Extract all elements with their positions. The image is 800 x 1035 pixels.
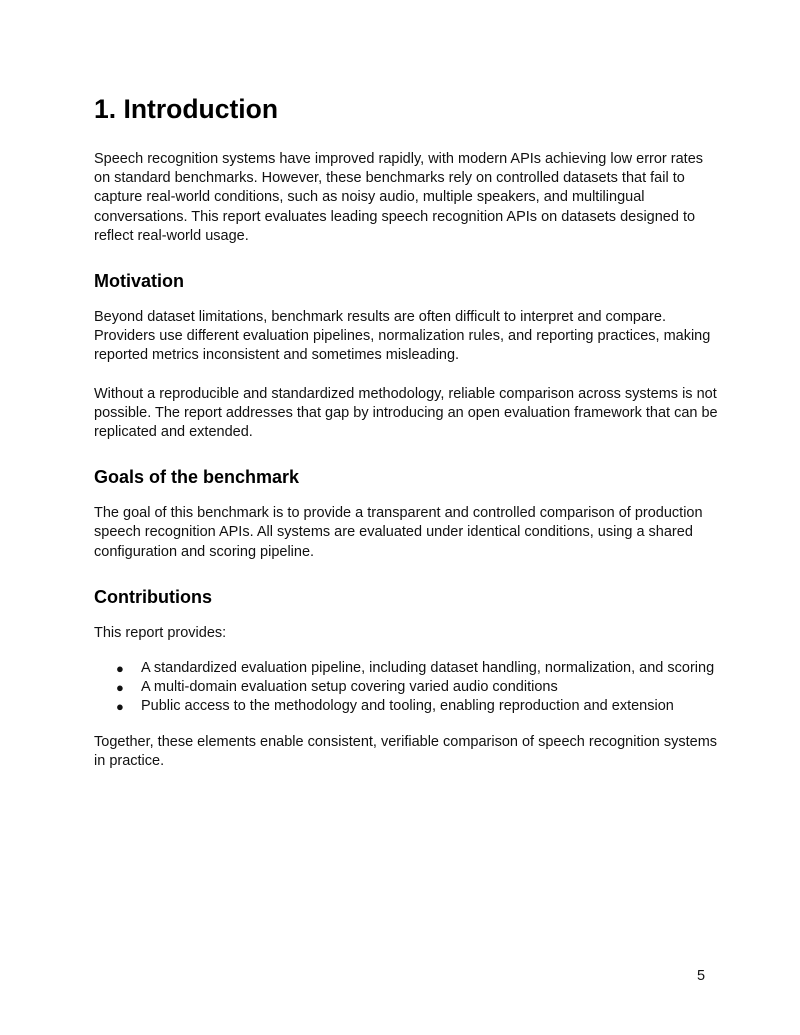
list-item-text: Public access to the methodology and tooling, enabling reproduction and extension [141,698,674,715]
goals-paragraph: The goal of this benchmark is to provide a transparent and controlled comparison of production speech recognition APIs. All systems are evaluated under identical conditions, using a shared configuration and scoring pipeline. [94,505,703,560]
list-item-text: A standardized evaluation pipeline, including dataset handling, normalization, and scoring [141,660,715,677]
motivation-paragraph-2: Without a reproducible and standardized methodology, reliable comparison across systems is not possible. The report addresses that gap by introducing an open evaluation framework that can be replicated and extended. [94,385,718,441]
list-item [116,659,719,678]
goals-heading: Goals of the benchmark [94,467,300,488]
section-heading: 1. Introduction [94,94,279,124]
list-item [116,678,719,697]
document-page [94,90,719,771]
page-number: 5 [697,968,706,984]
motivation-heading: Motivation [94,271,184,292]
bullet-icon: ● [116,699,124,715]
contributions-list [94,659,719,717]
bullet-icon: ● [116,661,124,677]
contributions-lead: This report provides: [94,624,227,641]
intro-paragraph: Speech recognition systems have improved rapidly, with modern APIs achieving low error rates on standard benchmarks. However, these benchmarks rely on controlled datasets that fail to capture real-world conditions, such as noisy audio, multiple speakers, and multilingual conversations. This report evaluates leading speech recognition APIs on datasets designed to reflect real-world usage. [94,151,704,244]
closing-paragraph: Together, these elements enable consistent, verifiable comparison of speech recognition systems in practice. [94,733,718,769]
list-item-text: A multi-domain evaluation setup covering varied audio conditions [141,679,558,696]
list-item [116,697,719,716]
contributions-heading: Contributions [94,586,212,607]
motivation-paragraph-1: Beyond dataset limitations, benchmark results are often difficult to interpret and compare. Providers use different evaluation pipelines, normalization rules, and reporting practices, making reported metrics inconsistent and sometimes misleading. [94,309,711,364]
bullet-icon: ● [116,680,124,696]
